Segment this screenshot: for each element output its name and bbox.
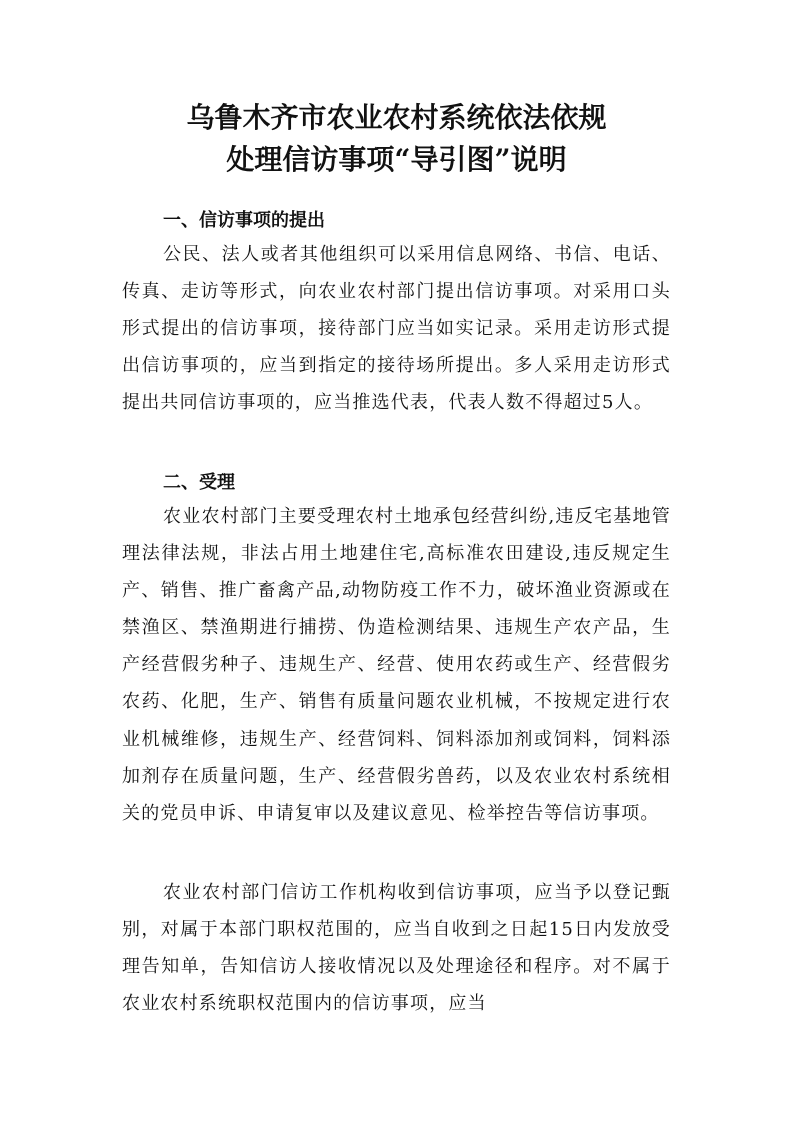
section-paragraph-acceptance-procedure: 农业农村部门信访工作机构收到信访事项，应当予以登记甄别，对属于本部门职权范围的，应当自收到之日起15日内发放受理告知单，告知信访人接收情况以及处理途径和程序。对不属于农业农村系统职权范围内的信访事项，应当: [122, 882, 671, 1015]
section-paragraph-acceptance-scope: 农业农村部门主要受理农村土地承包经营纠纷,违反宅基地管理法律法规，非法占用土地建住宅,高标准农田建设,违反规定生产、销售、推广畜禽产品,动物防疫工作不力，破坏渔业资源或在禁渔区、禁渔期进行捕捞、伪造检测结果、违规生产农产品，生产经营假劣种子、违规生产、经营、使用农药或生产、经营假劣农药、化肥，生产、销售有质量问题农业机械，不按规定进行农业机械维修，违规生产、经营饲料、饲料添加剂或饲料，饲料添加剂存在质量问题，生产、经营假劣兽药，以及农业农村系统相关的党员申诉、申请复审以及建议意见、检举控告等信访事项。: [122, 506, 671, 824]
document-title-line-1: 乌鲁木齐市农业农村系统依法依规: [186, 101, 607, 134]
section-paragraph-submission: 公民、法人或者其他组织可以采用信息网络、书信、电话、传真、走访等形式，向农业农村部门提出信访事项。对采用口头形式提出的信访事项，接待部门应当如实记录。采用走访形式提出信访事项的，应当到指定的接待场所提出。多人采用走访形式提出共同信访事项的，应当推选代表，代表人数不得超过5人。: [122, 244, 671, 414]
document-title-line-2: 处理信访事项“导引图”说明: [226, 143, 567, 176]
section-heading-acceptance: 二、受理: [163, 472, 235, 493]
section-heading-submission: 一、信访事项的提出: [163, 210, 325, 231]
